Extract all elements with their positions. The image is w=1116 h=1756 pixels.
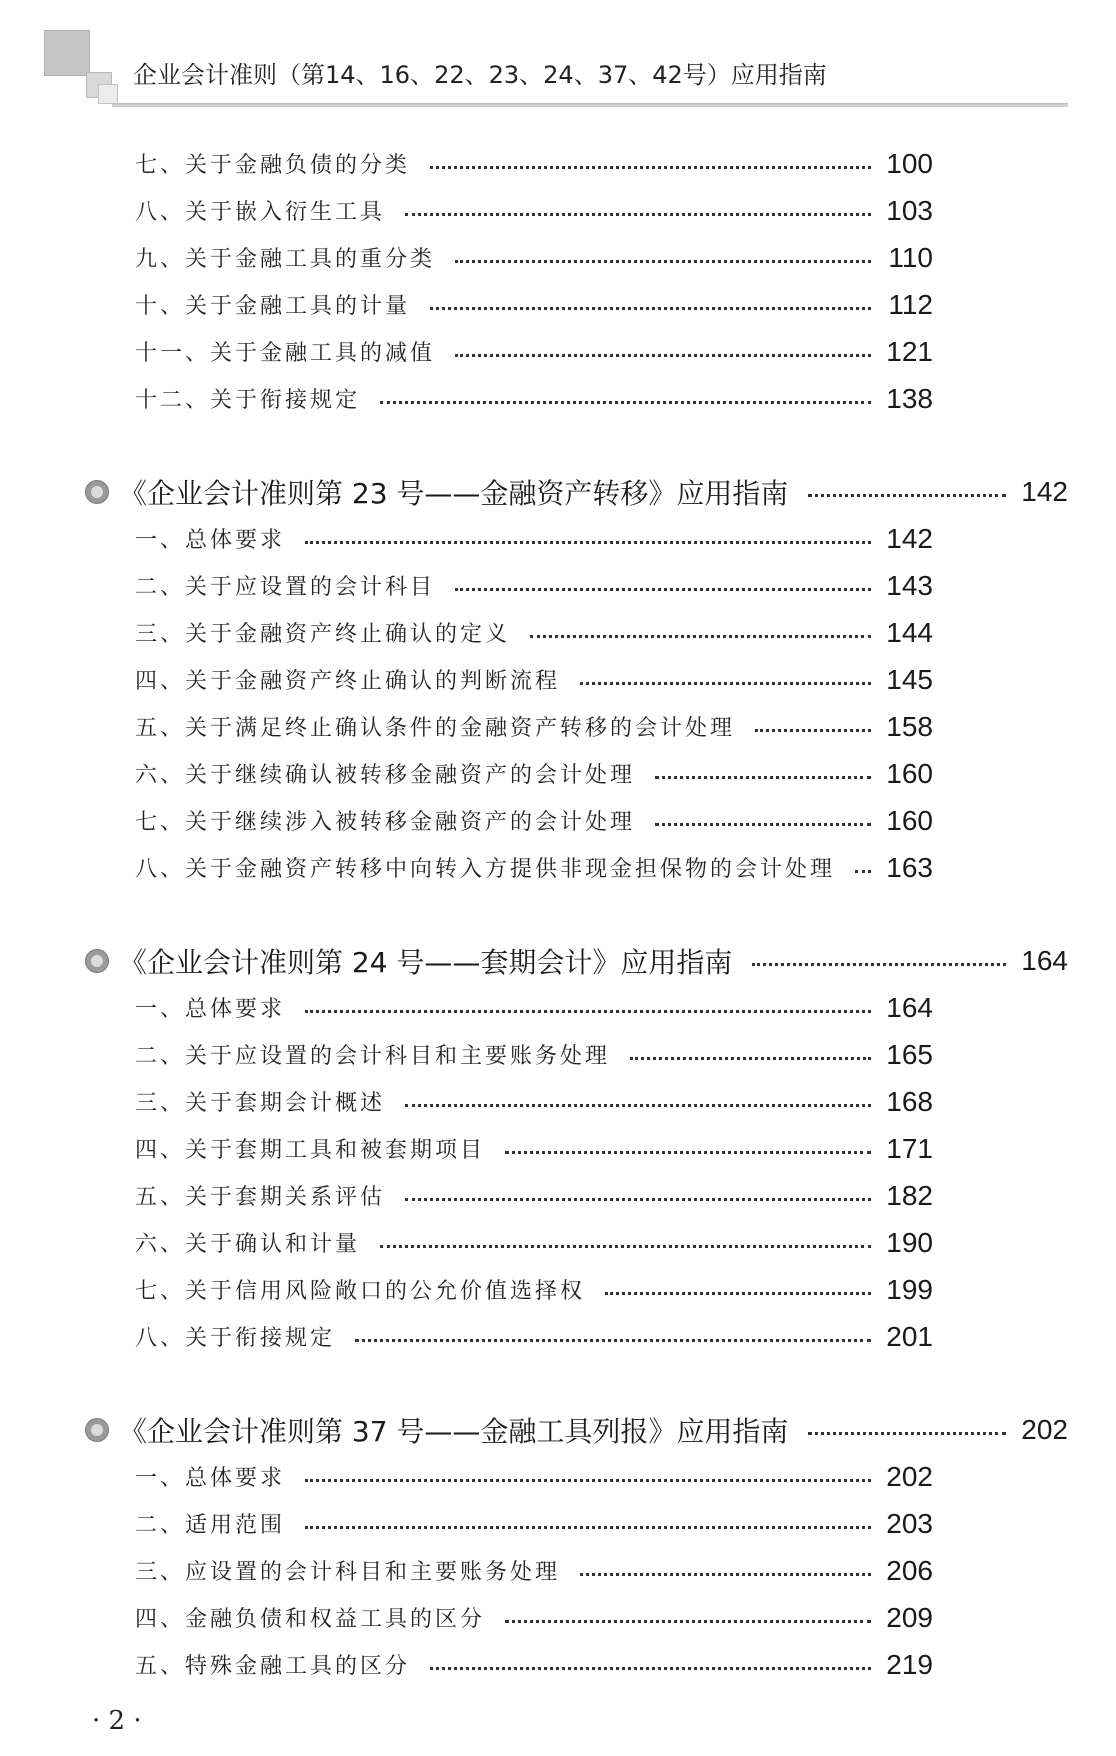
toc-section-page: 202 xyxy=(1021,1413,1068,1445)
toc-section-title[interactable] xyxy=(0,937,1116,984)
decor-square xyxy=(98,84,118,104)
dot-leader xyxy=(380,401,871,404)
toc-section-title[interactable] xyxy=(0,468,1116,515)
dot-leader xyxy=(530,635,871,638)
toc-entry[interactable] xyxy=(0,703,981,750)
toc-entry-label: 二、适用范围 xyxy=(135,1513,286,1538)
toc-entry-page: 110 xyxy=(888,241,933,273)
toc-entry-page: 121 xyxy=(886,335,933,367)
dot-leader xyxy=(580,682,871,685)
dot-leader xyxy=(455,354,871,357)
toc-entry[interactable] xyxy=(0,984,981,1031)
toc-entry-page: 201 xyxy=(886,1320,933,1352)
toc-section-title-label: 《企业会计准则第 24 号——套期会计》应用指南 xyxy=(119,945,733,979)
table-of-contents xyxy=(0,140,1116,1734)
dot-leader xyxy=(755,729,871,732)
toc-entry-page: 103 xyxy=(886,194,933,226)
toc-entry[interactable] xyxy=(0,1500,981,1547)
toc-entry-label: 四、金融负债和权益工具的区分 xyxy=(135,1607,486,1632)
dot-leader xyxy=(505,1620,871,1623)
toc-entry-label: 四、关于金融资产终止确认的判断流程 xyxy=(135,669,561,694)
toc-entry-label: 五、关于满足终止确认条件的金融资产转移的会计处理 xyxy=(135,716,736,741)
toc-entry-page: 164 xyxy=(886,991,933,1023)
toc-section-standard-37 xyxy=(0,1406,1116,1688)
toc-entry[interactable] xyxy=(0,1641,981,1688)
toc-entry-page: 219 xyxy=(886,1648,933,1680)
toc-entry[interactable] xyxy=(0,234,981,281)
toc-entry[interactable] xyxy=(0,1547,981,1594)
toc-entry-page: 100 xyxy=(886,147,933,179)
toc-entry[interactable] xyxy=(0,1453,981,1500)
dot-leader xyxy=(355,1339,871,1342)
toc-entry-label: 八、关于金融资产转移中向转入方提供非现金担保物的会计处理 xyxy=(135,857,836,882)
toc-entry-label: 四、关于套期工具和被套期项目 xyxy=(135,1138,486,1163)
toc-entry-page: 138 xyxy=(886,382,933,414)
toc-entry-label: 三、应设置的会计科目和主要账务处理 xyxy=(135,1560,561,1585)
toc-entry-label: 十、关于金融工具的计量 xyxy=(135,294,411,319)
toc-entry-page: 206 xyxy=(886,1554,933,1586)
page-number: · 2 · xyxy=(92,1706,142,1736)
toc-entry[interactable] xyxy=(0,750,981,797)
toc-entry-label: 二、关于应设置的会计科目 xyxy=(135,575,436,600)
toc-entry-page: 209 xyxy=(886,1601,933,1633)
toc-entry[interactable] xyxy=(0,1078,981,1125)
dot-leader xyxy=(405,213,871,216)
toc-entry-page: 202 xyxy=(886,1460,933,1492)
toc-entry-label: 六、关于继续确认被转移金融资产的会计处理 xyxy=(135,763,636,788)
toc-entry-label: 一、总体要求 xyxy=(135,528,286,553)
toc-entry-page: 158 xyxy=(886,710,933,742)
dot-leader xyxy=(580,1573,871,1576)
toc-section-title-label: 《企业会计准则第 37 号——金融工具列报》应用指南 xyxy=(119,1414,789,1448)
toc-entry[interactable] xyxy=(0,1594,981,1641)
dot-leader xyxy=(752,963,1006,966)
toc-entry-label: 五、关于套期关系评估 xyxy=(135,1185,386,1210)
dot-leader xyxy=(305,1479,871,1482)
toc-entry-label: 十二、关于衔接规定 xyxy=(135,388,361,413)
toc-section-title-label: 《企业会计准则第 23 号——金融资产转移》应用指南 xyxy=(119,476,789,510)
toc-entry[interactable] xyxy=(0,375,981,422)
toc-entry[interactable] xyxy=(0,328,981,375)
dot-leader xyxy=(430,1667,871,1670)
toc-entry-label: 八、关于衔接规定 xyxy=(135,1326,336,1351)
dot-leader xyxy=(655,823,871,826)
toc-entry-page: 203 xyxy=(886,1507,933,1539)
dot-leader xyxy=(405,1104,871,1107)
toc-entry-page: 182 xyxy=(886,1179,933,1211)
toc-entry-label: 二、关于应设置的会计科目和主要账务处理 xyxy=(135,1044,611,1069)
dot-leader xyxy=(655,776,871,779)
dot-leader xyxy=(808,494,1006,497)
toc-entry[interactable] xyxy=(0,1172,981,1219)
toc-entry-page: 168 xyxy=(886,1085,933,1117)
toc-entry[interactable] xyxy=(0,609,981,656)
toc-entry[interactable] xyxy=(0,281,981,328)
dot-leader xyxy=(455,260,871,263)
toc-entry-label: 七、关于继续涉入被转移金融资产的会计处理 xyxy=(135,810,636,835)
toc-section-page: 142 xyxy=(1021,475,1068,507)
toc-entry[interactable] xyxy=(0,1031,981,1078)
toc-entry-page: 171 xyxy=(886,1132,933,1164)
toc-entry-page: 163 xyxy=(886,851,933,883)
toc-entry-label: 三、关于金融资产终止确认的定义 xyxy=(135,622,511,647)
bullet-icon xyxy=(85,949,109,973)
toc-entry[interactable] xyxy=(0,656,981,703)
dot-leader xyxy=(305,1010,871,1013)
toc-entry-label: 十一、关于金融工具的减值 xyxy=(135,341,436,366)
bullet-icon xyxy=(85,480,109,504)
toc-section-standard-23 xyxy=(0,468,1116,891)
toc-entry-page: 112 xyxy=(888,288,933,320)
dot-leader xyxy=(380,1245,871,1248)
toc-entry-page: 160 xyxy=(886,804,933,836)
toc-entry-label: 八、关于嵌入衍生工具 xyxy=(135,200,386,225)
toc-entry-page: 142 xyxy=(886,522,933,554)
toc-entry-label: 一、总体要求 xyxy=(135,997,286,1022)
toc-entry-label: 七、关于信用风险敞口的公允价值选择权 xyxy=(135,1279,586,1304)
toc-entry[interactable] xyxy=(0,1313,981,1360)
toc-entry[interactable] xyxy=(0,797,981,844)
toc-entry[interactable] xyxy=(0,1219,981,1266)
toc-entry-page: 143 xyxy=(886,569,933,601)
toc-entry-page: 165 xyxy=(886,1038,933,1070)
toc-section-standard-24 xyxy=(0,937,1116,1360)
toc-entry[interactable] xyxy=(0,1266,981,1313)
toc-entry-label: 六、关于确认和计量 xyxy=(135,1232,361,1257)
toc-entry-label: 九、关于金融工具的重分类 xyxy=(135,247,436,272)
toc-section-page: 164 xyxy=(1021,944,1068,976)
dot-leader xyxy=(605,1292,871,1295)
running-header-title: 企业会计准则（第14、16、22、23、24、37、42号）应用指南 xyxy=(133,61,827,89)
toc-entry-label: 七、关于金融负债的分类 xyxy=(135,153,411,178)
dot-leader xyxy=(405,1198,871,1201)
dot-leader xyxy=(630,1057,871,1060)
toc-entry[interactable] xyxy=(0,844,981,891)
decor-square xyxy=(44,30,90,76)
dot-leader xyxy=(430,307,871,310)
toc-entry-page: 144 xyxy=(886,616,933,648)
toc-entry[interactable] xyxy=(0,1125,981,1172)
header-decoration xyxy=(0,0,140,120)
dot-leader xyxy=(430,166,871,169)
toc-entry-page: 190 xyxy=(886,1226,933,1258)
toc-entry-page: 160 xyxy=(886,757,933,789)
dot-leader xyxy=(808,1432,1006,1435)
toc-entry[interactable] xyxy=(0,187,981,234)
dot-leader xyxy=(505,1151,871,1154)
header-rule xyxy=(112,103,1068,107)
dot-leader xyxy=(455,588,871,591)
dot-leader xyxy=(305,1526,871,1529)
toc-entry-label: 一、总体要求 xyxy=(135,1466,286,1491)
toc-entry-page: 199 xyxy=(886,1273,933,1305)
toc-entry-label: 三、关于套期会计概述 xyxy=(135,1091,386,1116)
toc-entry[interactable] xyxy=(0,515,981,562)
toc-section-continued xyxy=(0,140,1116,422)
toc-entry[interactable] xyxy=(0,140,981,187)
toc-section-title[interactable] xyxy=(0,1406,1116,1453)
toc-entry-page: 145 xyxy=(886,663,933,695)
bullet-icon xyxy=(85,1418,109,1442)
toc-entry-label: 五、特殊金融工具的区分 xyxy=(135,1654,411,1679)
dot-leader xyxy=(305,541,871,544)
toc-entry[interactable] xyxy=(0,562,981,609)
dot-leader xyxy=(855,870,871,873)
